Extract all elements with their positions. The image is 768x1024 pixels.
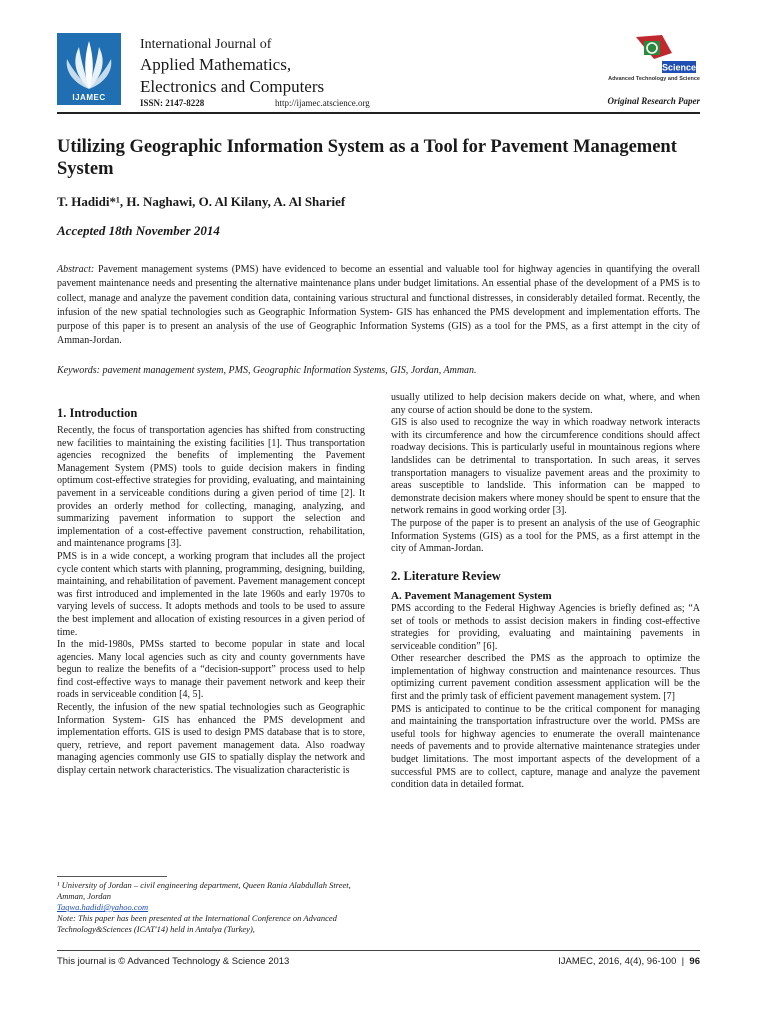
at-science-logo-icon xyxy=(632,33,698,77)
author-email-link[interactable]: Taqwa.hadidi@yahoo.com xyxy=(57,902,149,912)
conference-note: Note: This paper has been presented at the International Conference on Advanced Technology&Sciences (ICAT'14) held in Antalya (Turkey), xyxy=(57,913,337,934)
journal-name-line1: International Journal of xyxy=(140,37,272,52)
intro-heading: 1. Introduction xyxy=(57,406,138,420)
paper-type: Original Research Paper xyxy=(607,96,700,106)
abstract-label: Abstract: xyxy=(57,264,95,275)
journal-url[interactable]: http://ijamec.atscience.org xyxy=(275,98,370,108)
abstract xyxy=(57,263,700,349)
footer-citation: IJAMEC, 2016, 4(4), 96-100 | 96 xyxy=(558,956,700,967)
intro-paragraph: Recently, the focus of transportation agencies has shifted from constructing new facilities to maintaining the existing facilities [1]. Thus transportation agencies recognized the benefits of implementing the Pavement Management System (PMS) tools to guide decision makers in finding optimum cost-effective strategies for providing, evaluating, and maintaining pavement in a serviceable conditions during a given period of time [2]. It provides an orderly method for collecting, managing, analyzing, and summarizing pavement information to support the selection and implementation of a cost-effective pavement construction, rehabilitation, and maintenance programs [3]. xyxy=(57,425,365,550)
journal-logo xyxy=(57,33,121,105)
journal-name-line2: Applied Mathematics, xyxy=(140,55,292,74)
body-paragraph: GIS is also used to recognize the way in which roadway network interacts with its circumference and how the circumference conditions should affect roadway decisions. This is particularly useful in mountainous regions where landslides can be detrimental to transportation. In such areas, it serves transportation managers to visualize pavement areas and the proximity to areas susceptible to landslide. This information can be mapped to demonstrate decision makers where money should be spent to ensure that the network remains in good working order [3]. xyxy=(391,417,700,517)
intro-paragraph: Recently, the infusion of the new spatial technologies such as Geographic Information System- GIS has enhanced the PMS development and implementation efforts. GIS is used to design PMS database that is to store, query, retrieve, and report pavement management data. Also roadway managing agencies commonly use GIS to spatially display the network and display certain network characteristics. The visualization characteristic is xyxy=(57,702,365,777)
literature-heading: 2. Literature Review xyxy=(391,568,501,583)
body-paragraph: The purpose of the paper is to present an analysis of the use of Geographic Information Systems (GIS) as a tool for the PMS, as a first attempt in the city of Amman-Jordan. xyxy=(391,517,700,555)
publisher-tagline: Advanced Technology and Science xyxy=(608,76,700,82)
intro-paragraph: PMS is in a wide concept, a working program that includes all the project cycle content which starts with planning, programming, designing, building, maintaining, and rehabilitation of pavement. Pavement management concept was first introduced and implemented in the late 1960s and early 1970s to varying levels of success. It adopts methods and tools to be used to assure the best implement and allocation of existing resources in a given period of time. xyxy=(57,550,365,638)
affiliation-note: ¹ University of Jordan – civil engineering department, Queen Rania Alabdullah Street, Amman, Jordan xyxy=(57,880,351,901)
right-column xyxy=(391,392,700,792)
accepted-date: Accepted 18th November 2014 xyxy=(57,223,220,238)
logo-label: IJAMEC xyxy=(72,93,106,102)
abstract-text: Pavement management systems (PMS) have evidenced to become an essential and valuable tool for highway agencies in quantifying the overall pavement maintenance needs and presenting the alternative maintenance plans under budget limitations. An essential phase of the development of a PMS is to collect, manage and analyze the pavement condition data, containing various structural and functional distresses, in considerably detailed format. Recently, the infusion of the new spatial technologies such as Geographic Information System- GIS has enhanced the PMS development and implementation efforts. The purpose of this paper is to present an analysis of the use of Geographic Information Systems (GIS) as a tool for the PMS, as a first attempt in the city of Amman-Jordan. xyxy=(57,264,700,347)
authors: T. Hadidi*¹, H. Naghawi, O. Al Kilany, A. Al Sharief xyxy=(57,194,346,209)
journal-name-line3: Electronics and Computers xyxy=(140,77,325,96)
issn: ISSN: 2147-8228 xyxy=(140,98,205,108)
publisher-logo xyxy=(632,33,698,77)
citation-text: IJAMEC, 2016, 4(4), 96-100 xyxy=(558,956,677,967)
pms-subheading: A. Pavement Management System xyxy=(391,590,552,603)
footer-divider xyxy=(57,950,700,951)
lit-paragraph: Other researcher described the PMS as the approach to optimize the implementation of highway construction and maintenance resources. Thus optimizing current pavement condition assessment application will be the first and the primly task of efficient pavement management system. [7] xyxy=(391,653,700,703)
page-number: 96 xyxy=(689,956,700,967)
keywords: Keywords: pavement management system, PMS, Geographic Information Systems, GIS, Jordan, Amman. xyxy=(57,365,477,376)
intro-column xyxy=(57,425,365,778)
body-paragraph: usually utilized to help decision makers decide on what, where, and when any course of action should be done to the system. xyxy=(391,392,700,416)
header-divider xyxy=(57,112,700,114)
lit-paragraph: PMS is anticipated to continue to be the critical component for managing and maintaining the transportation infrastructure over the world. PMSs are useful tools for highway agencies to enumerate the overall maintenance needs of pavements and to provide alternative maintenance strategies under budget limitations. The most important aspects of the development of a successful PMS are to collect, capture, manage and analyze the pavement condition data in detailed format. xyxy=(391,703,700,791)
intro-paragraph: In the mid-1980s, PMSs started to become popular in state and local agencies. Many local agencies such as city and county governments have begun to realize the benefits of a “decision-support” process used to help find cost-effective ways to manage their pavement network and keep their roads in serviceable condition [4, 5]. xyxy=(57,639,365,701)
footer-copyright: This journal is © Advanced Technology & Science 2013 xyxy=(57,956,290,967)
footnote-divider xyxy=(57,876,167,877)
lit-paragraph: PMS according to the Federal Highway Agencies is briefly defined as; “A set of tools or methods to assist decision makers in finding cost-effective strategies for providing, evaluating and maintaining pavements in serviceable condition” [6]. xyxy=(391,602,700,652)
paper-title: Utilizing Geographic Information System as a Tool for Pavement Management System xyxy=(57,137,677,179)
publisher-logo-text: Science xyxy=(661,62,697,73)
footnotes xyxy=(57,880,367,935)
